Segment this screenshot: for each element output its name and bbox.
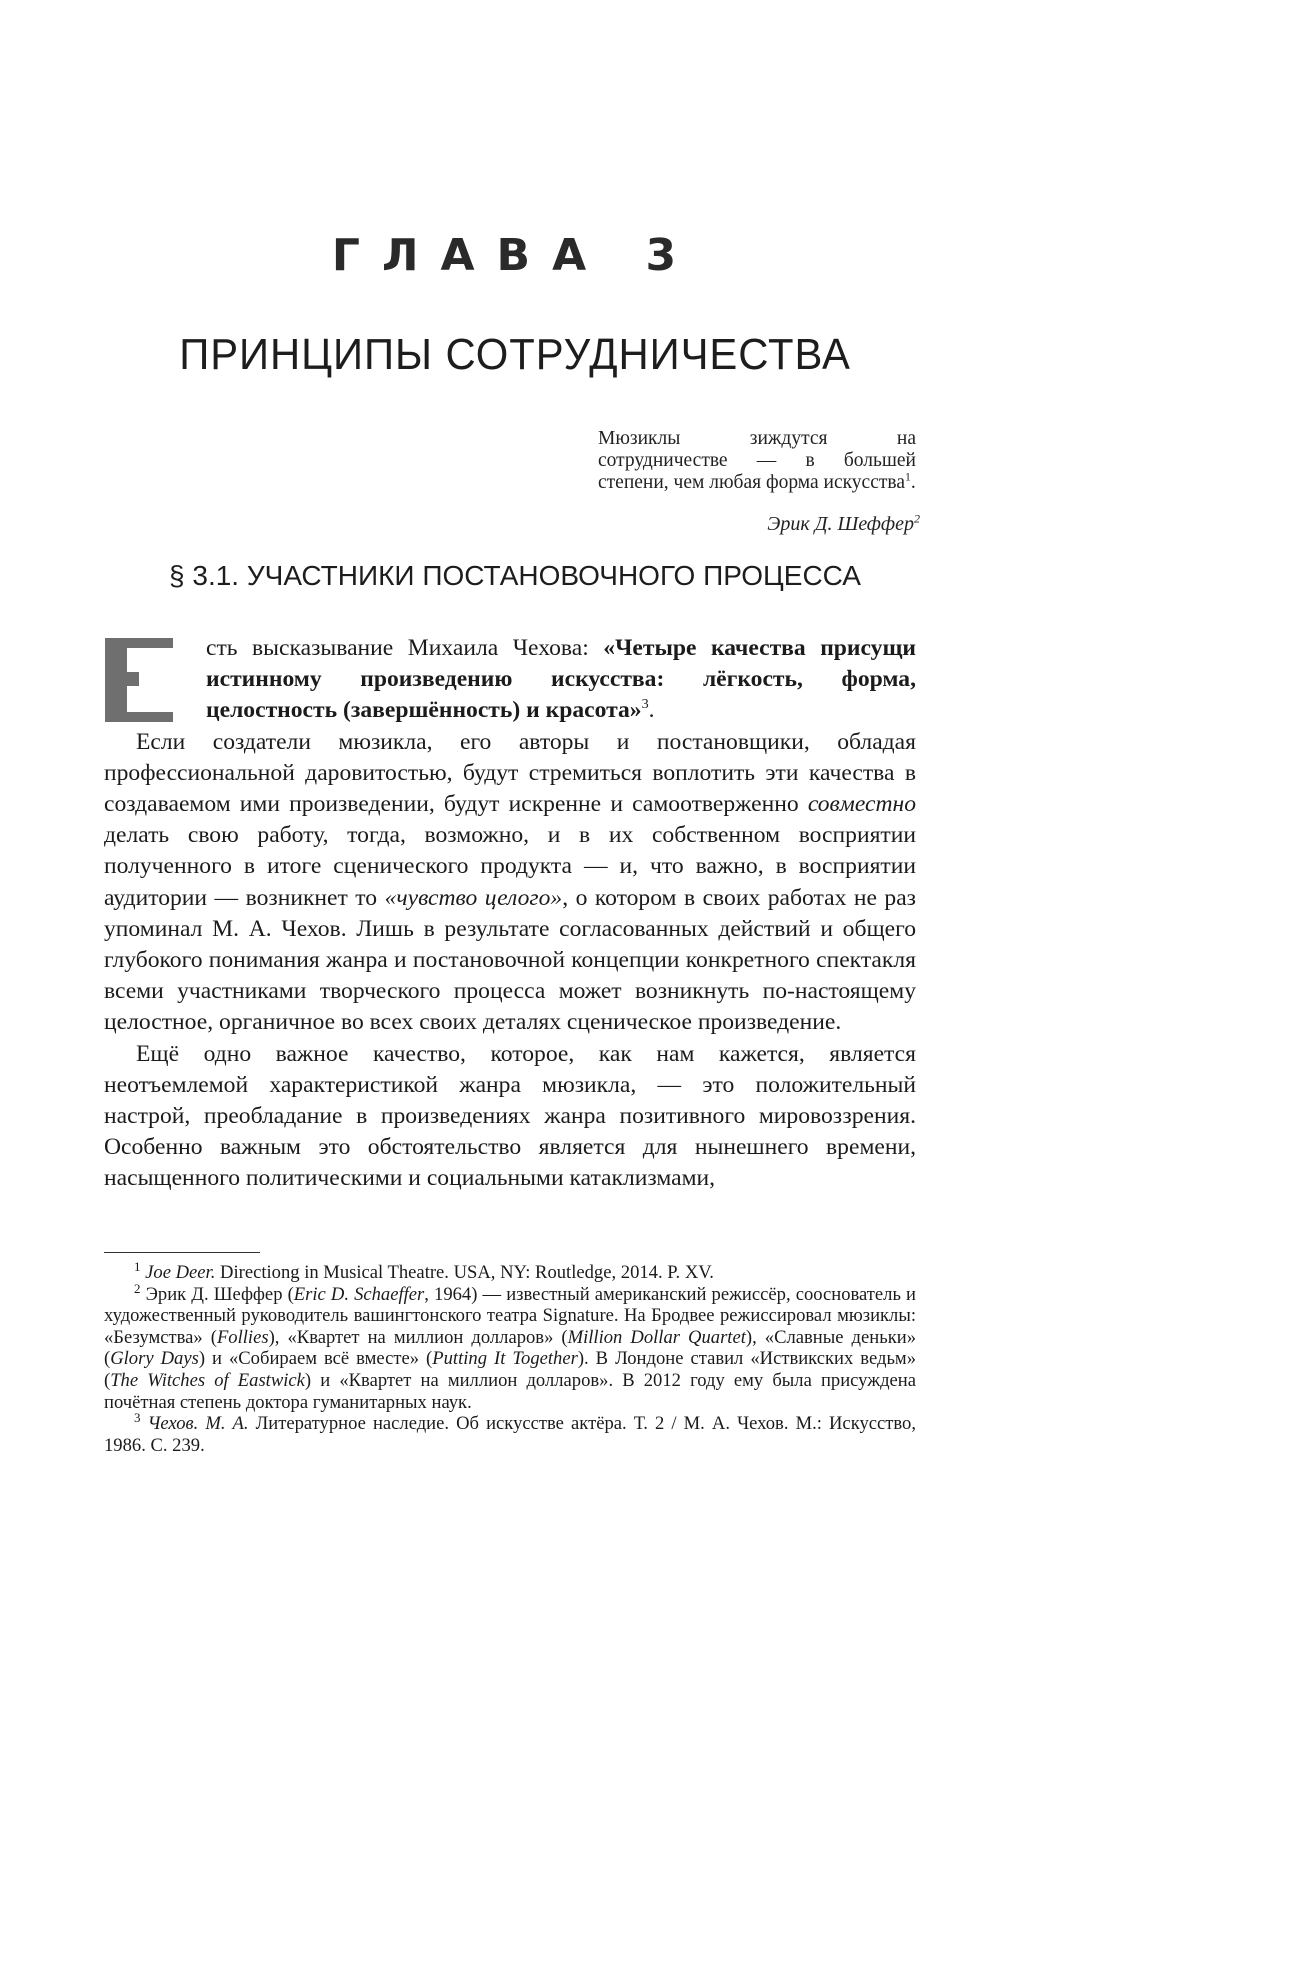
footnote-2-italic-f: Million Dollar Quartet xyxy=(567,1326,746,1348)
footnote-2-text-m: ) и «Квартет на миллион долларов». В 2012 году ему была присуждена почётная степень доктора гуманитарных наук. xyxy=(104,1369,916,1413)
footnote-2-italic-d: Follies xyxy=(216,1326,269,1348)
paragraph-3: Ещё одно важное качество, которое, как нам кажется, является неотъемлемой характеристикой жанра мюзикла, — это положительный настрой, преобладание в произведениях жанра позитивного мировоззрения. Особенно важным это обстоятельство является для нынешнего времени, насыщенного политическими и социальными катаклизмами, xyxy=(104,1040,916,1192)
footnote-2-text-c: , 1964) — известный американский режиссёр, сооснователь и художественный руководитель вашингтонского театра Signature. На Бродвее режиссировал мюзиклы: «Безумства» ( xyxy=(104,1283,916,1348)
footnote-1-number: 1 xyxy=(134,1258,141,1274)
footnote-divider xyxy=(104,1252,260,1253)
footnote-2-text-i: ) и «Собираем всё вместе» ( xyxy=(198,1348,433,1370)
footnote-2-italic-b: Eric D. Schaeffer xyxy=(293,1283,425,1305)
epigraph: Мюзиклы зиждутся на сотрудничестве — в большей степени, чем любая форма искусства$^1$. xyxy=(598,428,916,493)
footnote-3-number: 3 xyxy=(134,1409,141,1425)
footnote-1-text: Directiong in Musical Theatre. USA, NY: Routledge, 2014. P. XV. xyxy=(215,1262,714,1283)
paragraph-2-italic-sovmestno: совместно xyxy=(807,791,916,818)
footnote-2-text-k: ). В Лондоне ставил «Иствикских ведьм» ( xyxy=(104,1348,916,1391)
footnote-1 xyxy=(104,1258,916,1284)
section-title: § 3.1. УЧАСТНИКИ ПОСТАНОВОЧНОГО ПРОЦЕССА xyxy=(169,560,861,591)
chekhov-quote: «Четыре качества присущи истинному произведению искусства: лёгкость, форма, целостность (завершённость) и красота» xyxy=(206,635,916,724)
footnote-3-author: Чехов. М. А. xyxy=(147,1413,249,1435)
footnote-2-text-g: ), «Славные деньки» ( xyxy=(104,1326,916,1370)
footnote-2 xyxy=(104,1280,916,1414)
paragraph-1-start: сть высказывание Михаила Чехова: xyxy=(206,635,604,661)
epigraph-author-name: Эрик Д. Шеффер xyxy=(767,513,914,535)
quote-footnote-ref: 3 xyxy=(641,696,649,713)
chapter-title: ПРИНЦИПЫ СОТРУДНИЧЕСТВА xyxy=(179,330,851,379)
footnote-3 xyxy=(104,1409,916,1456)
epigraph-author xyxy=(598,512,920,536)
epigraph-footnote-ref: 1 xyxy=(905,470,911,484)
paragraph-1-end: . xyxy=(648,697,655,724)
paragraph-2 xyxy=(104,727,916,1039)
chapter-label: ГЛАВА 3 xyxy=(331,230,699,281)
main-text xyxy=(104,633,916,1195)
paragraph-2-italic-chuvstvo: «чувство целого» xyxy=(384,884,563,911)
footnote-2-text-a: Эрик Д. Шеффер ( xyxy=(145,1283,294,1305)
footnote-2-text-e: ), «Квартет на миллион долларов» ( xyxy=(268,1326,568,1348)
footnote-2-italic-j: Putting It Together xyxy=(432,1348,578,1370)
epigraph-author-footnote-ref: 2 xyxy=(914,511,920,526)
paragraph-2-text-b: делать свою работу, тогда, возможно, и в их собственном восприятии полученного в итоге сценического продукта — и, что важно, в восприятии аудитории — возникнет то xyxy=(104,822,916,911)
footnote-2-italic-l: The Witches of Eastwick xyxy=(110,1369,305,1391)
footnote-2-number: 2 xyxy=(134,1280,141,1296)
footnotes xyxy=(104,1258,916,1456)
paragraph-1 xyxy=(206,633,916,727)
footnote-3-text: Литературное наследие. Об искусстве актёра. Т. 2 / М. А. Чехов. М.: Искусство, 1986. С. 239. xyxy=(104,1413,916,1456)
epigraph-text: Мюзиклы зиждутся на сотрудничестве — в большей степени, чем любая форма искусства xyxy=(598,428,916,493)
footnote-2-italic-h: Glory Days xyxy=(110,1348,199,1370)
paragraph-2-text-a: Если создатели мюзикла, его авторы и постановщики, обладая профессиональной даровитостью, будут стремиться воплотить эти качества в создаваемом ими произведении, будут искренне и самоотверженно xyxy=(104,728,916,818)
paragraph-2-text-c: , о котором в своих работах не раз упоминал М. А. Чехов. Лишь в результате согласованных действий и общего глубокого понимания жанра и постановочной концепции конкретного спектакля всеми участниками творческого процесса может возникнуть по-настоящему целостное, органичное во всех своих деталях сценическое произведение. xyxy=(104,884,917,1036)
footnote-1-author: Joe Deer. xyxy=(145,1262,216,1283)
